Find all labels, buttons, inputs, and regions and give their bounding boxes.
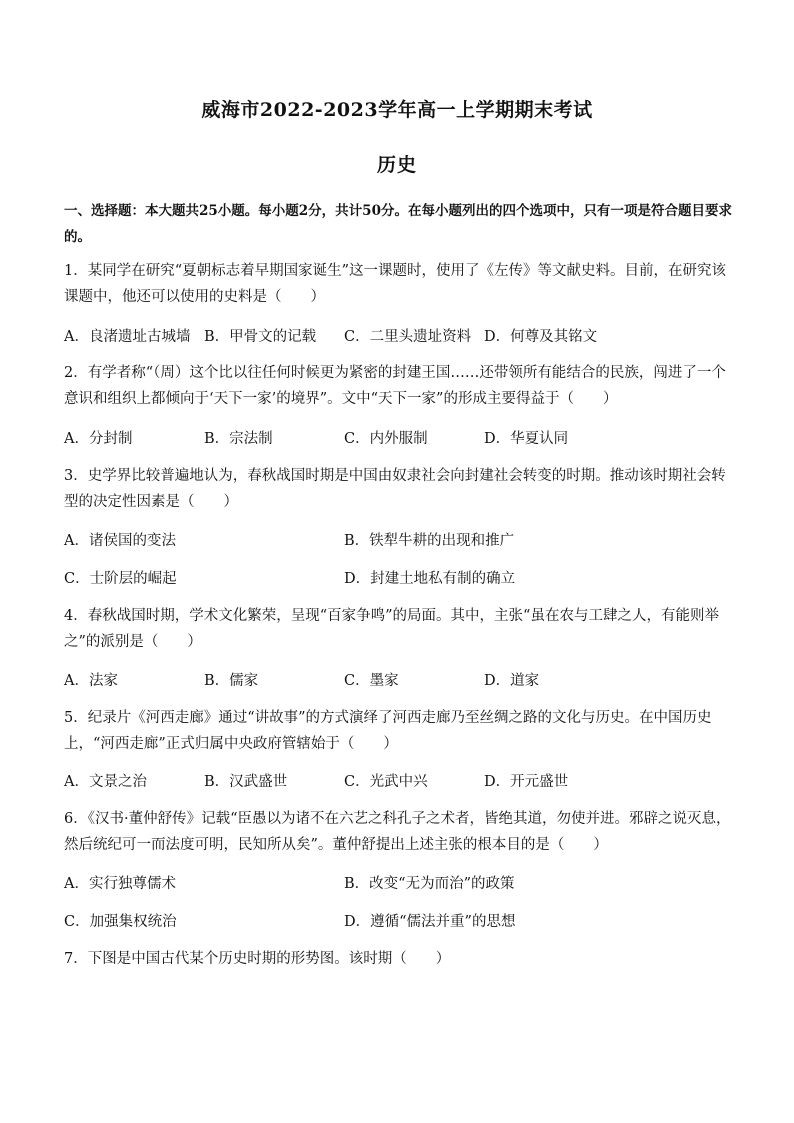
- option-a[interactable]: A．诸侯国的变法: [64, 533, 176, 549]
- option-a[interactable]: A．分封制: [64, 431, 133, 447]
- question-6-stem: 6．《汉书·董仲舒传》记载“臣愚以为诸不在六艺之科孔子之术者，皆绝其道，勿使并进。邪辟之说灭息，然后统纪可一而法度可明，民知所从矣”。董仲舒提出上述主张的根本目的是（ ）: [64, 811, 731, 853]
- option-d[interactable]: D．华夏认同: [484, 431, 569, 447]
- option-c[interactable]: C．加强集权统治: [64, 914, 177, 930]
- question-3-options-row1: [64, 529, 744, 553]
- option-a[interactable]: A．良渚遗址古城墙: [64, 329, 191, 345]
- option-d[interactable]: D．遵循“儒法并重”的思想: [344, 914, 516, 930]
- option-c[interactable]: C．内外服制: [344, 431, 428, 447]
- question-6-options-row1: [64, 872, 744, 896]
- option-b[interactable]: B．甲骨文的记载: [204, 329, 317, 345]
- option-d[interactable]: D．道家: [484, 673, 540, 689]
- option-a[interactable]: A．法家: [64, 673, 118, 689]
- subject-title: 历史: [376, 154, 417, 176]
- option-b[interactable]: B．宗法制: [204, 431, 273, 447]
- option-d[interactable]: D．开元盛世: [484, 774, 569, 790]
- question-3-options-row2: [64, 567, 744, 591]
- question-2-options: [64, 427, 744, 451]
- option-a[interactable]: A．文景之治: [64, 774, 147, 790]
- question-5-options: [64, 770, 744, 794]
- option-c[interactable]: C．光武中兴: [344, 774, 428, 790]
- exam-title: 威海市2022-2023学年高一上学期期末考试: [201, 99, 593, 121]
- question-5-stem: 5．纪录片《河西走廊》通过“讲故事”的方式演绎了河西走廊乃至丝绸之路的文化与历史。在中国历史上，“河西走廊”正式归属中央政府管辖始于（ ）: [64, 710, 712, 752]
- option-c[interactable]: C．士阶层的崛起: [64, 571, 177, 587]
- section-instructions: 一、选择题：本大题共25小题。每小题2分，共计50分。在每小题列出的四个选项中，只有一项是符合题目要求的。: [64, 203, 732, 245]
- option-b[interactable]: B．儒家: [204, 673, 259, 689]
- option-d[interactable]: D．封建土地私有制的确立: [344, 571, 516, 587]
- question-1-stem: 1．某同学在研究“夏朝标志着早期国家诞生”这一课题时，使用了《左传》等文献史料。目前，在研究该课题中，他还可以使用的史料是（ ）: [64, 263, 727, 305]
- option-c[interactable]: C．墨家: [344, 673, 399, 689]
- option-c[interactable]: C．二里头遗址资料: [344, 329, 472, 345]
- option-b[interactable]: B．汉武盛世: [204, 774, 288, 790]
- question-1-options: [64, 325, 744, 349]
- question-2-stem: 2．有学者称“（周）这个比以往任何时候更为紧密的封建王国……还带领所有能结合的民族，闯进了一个意识和组织上都倾向于‘天下一家’的境界”。文中“天下一家”的形成主要得益于（ ）: [64, 365, 726, 407]
- option-b[interactable]: B．铁犁牛耕的出现和推广: [344, 533, 515, 549]
- option-b[interactable]: B．改变“无为而治”的政策: [344, 876, 515, 892]
- option-a[interactable]: A．实行独尊儒术: [64, 876, 176, 892]
- question-6-options-row2: [64, 910, 744, 934]
- question-4-options: [64, 669, 744, 693]
- question-7-stem: 7．下图是中国古代某个历史时期的形势图。该时期（ ）: [64, 951, 451, 967]
- question-3-stem: 3．史学界比较普遍地认为，春秋战国时期是中国由奴隶社会向封建社会转变的时期。推动该时期社会转型的决定性因素是（ ）: [64, 468, 726, 510]
- question-4-stem: 4．春秋战国时期，学术文化繁荣，呈现“百家争鸣”的局面。其中，主张“虽在农与工肆之人，有能则举之”的派别是（ ）: [64, 608, 719, 650]
- option-d[interactable]: D．何尊及其铭文: [484, 329, 598, 345]
